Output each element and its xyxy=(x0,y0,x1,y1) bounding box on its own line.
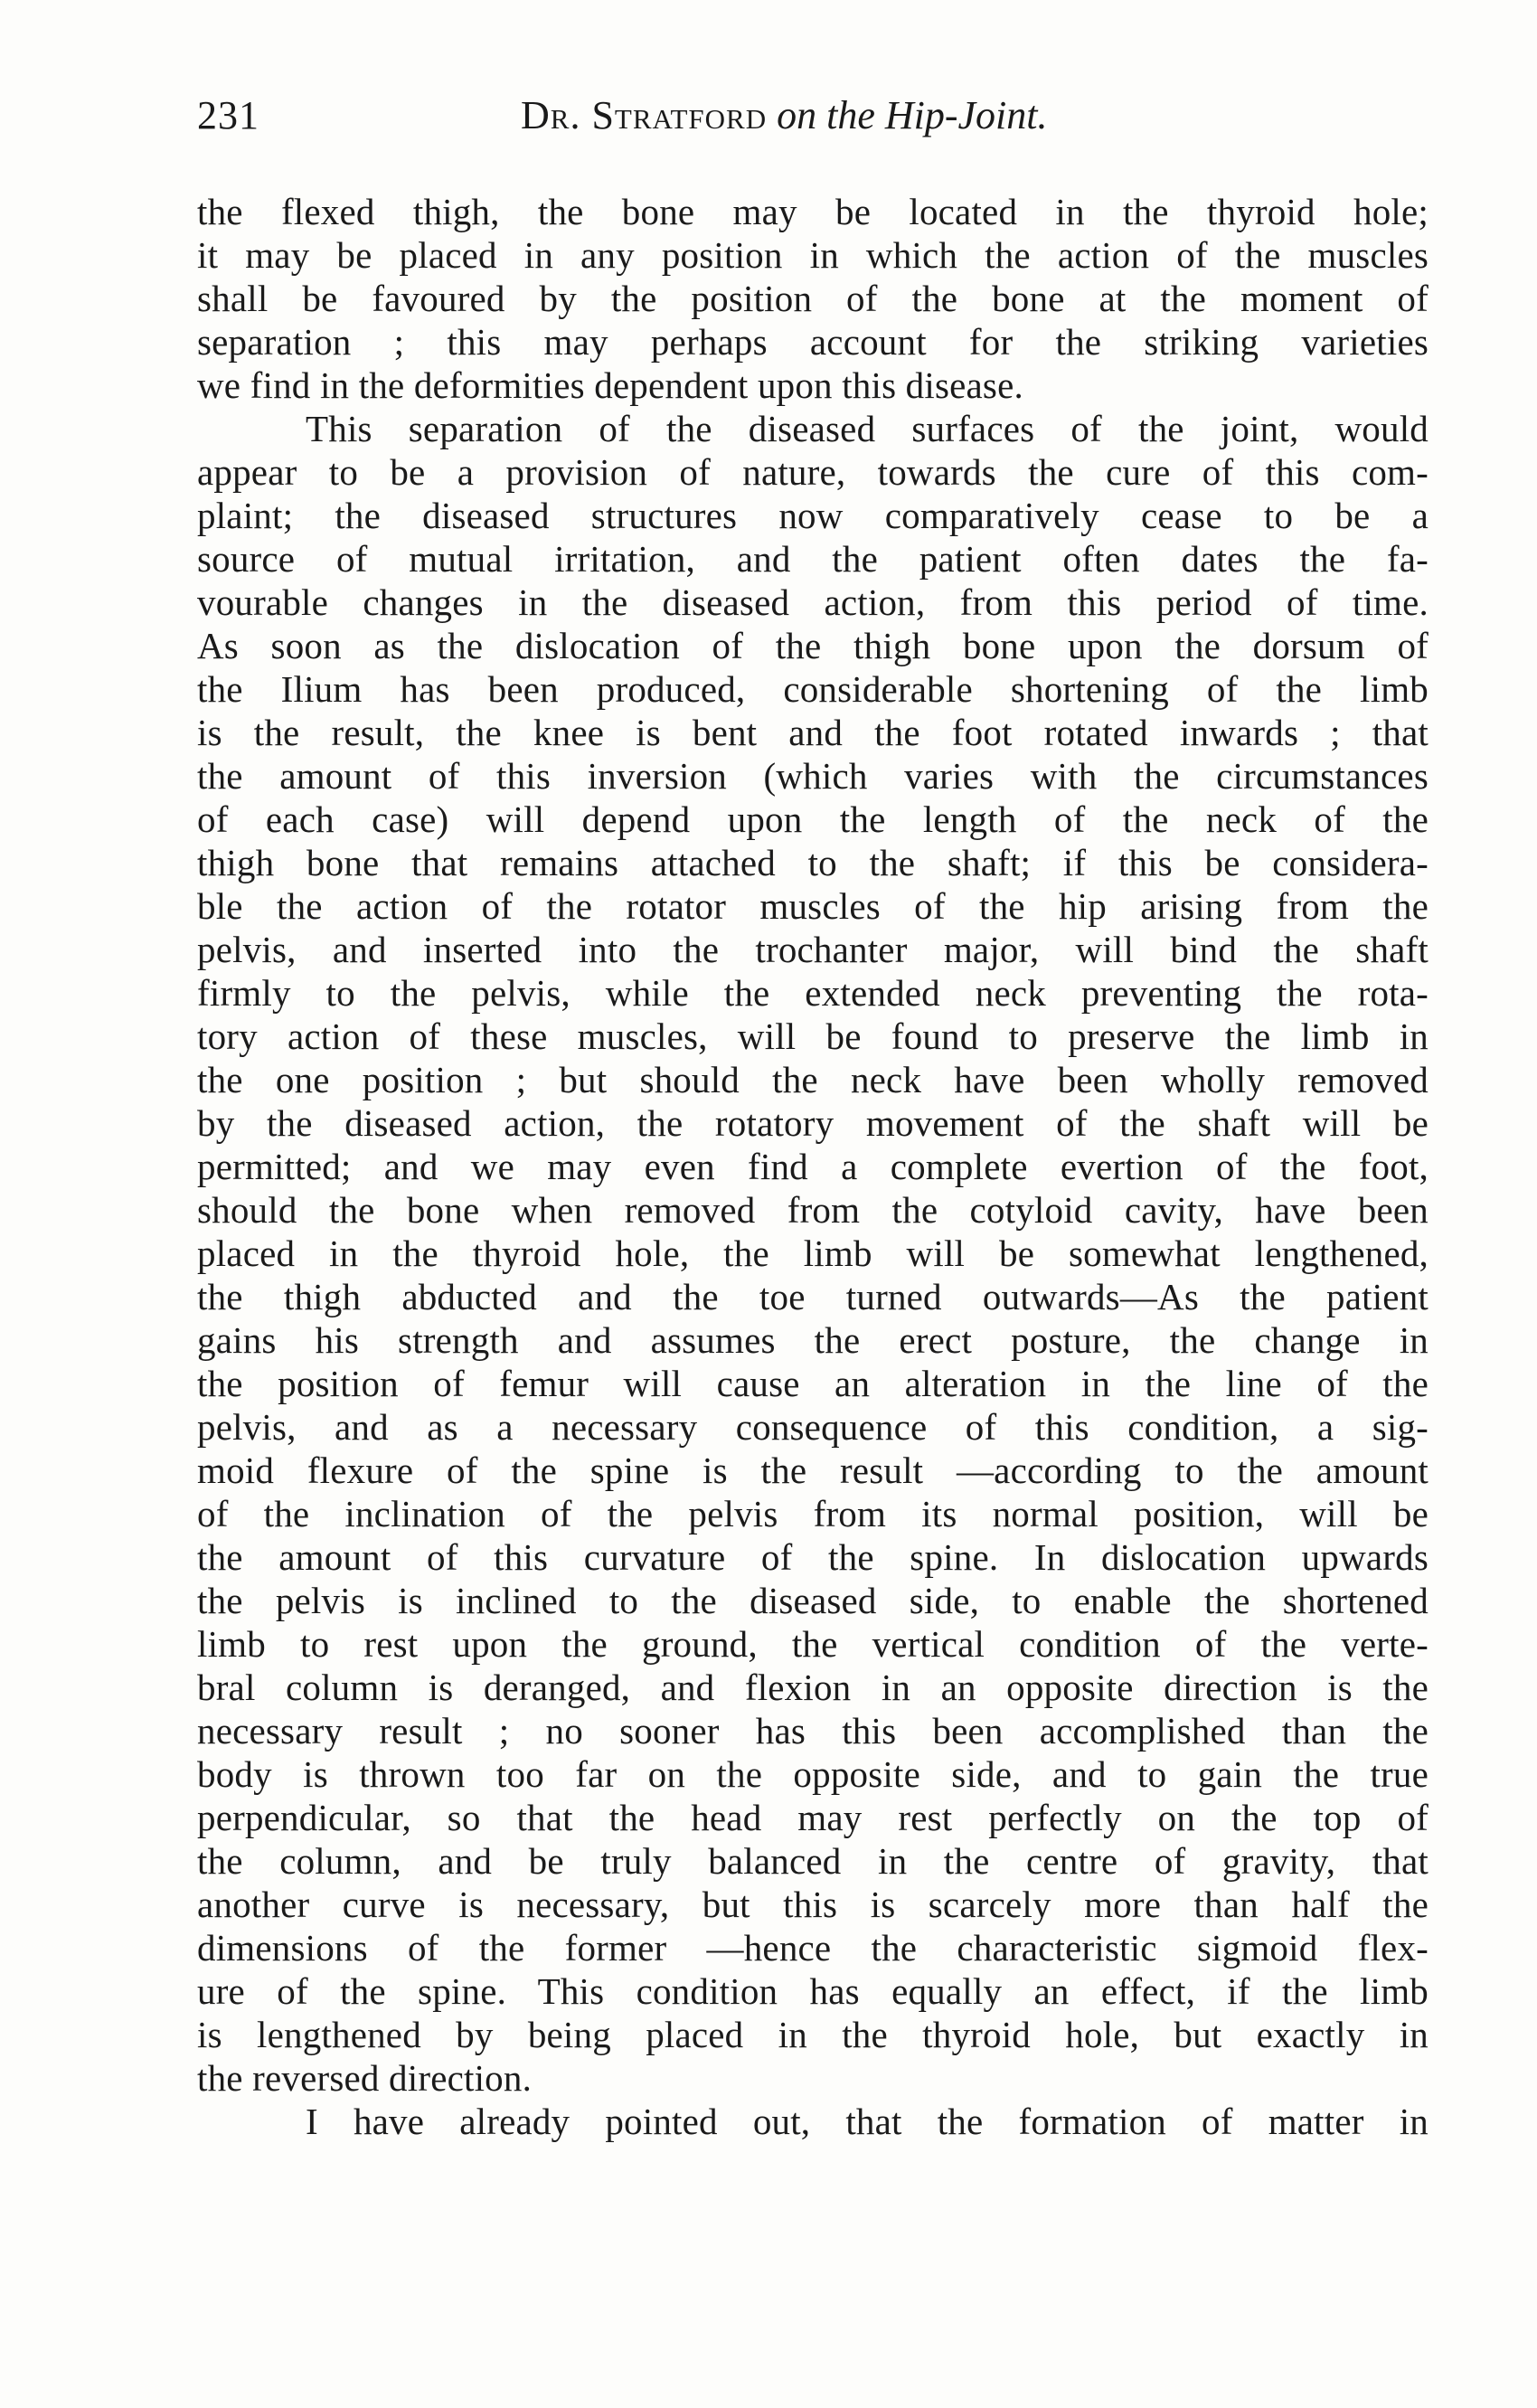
text-line: permitted; and we may even find a complete evertion of the foot, xyxy=(197,1146,1429,1187)
text-line: As soon as the dislocation of the thigh bone upon the dorsum of xyxy=(197,625,1429,666)
paragraph xyxy=(197,190,1429,407)
text-line: shall be favoured by the position of the bone at the moment of xyxy=(197,278,1429,319)
text-line: we find in the deformities dependent upon this disease. xyxy=(197,364,1023,406)
text-line: ble the action of the rotator muscles of the hip arising from the xyxy=(197,885,1429,927)
text-line: tory action of these muscles, will be found to preserve the limb in xyxy=(197,1015,1429,1057)
text-line: necessary result ; no sooner has this been accomplished than the xyxy=(197,1710,1429,1752)
text-line: the reversed direction. xyxy=(197,2057,533,2099)
text-line: thigh bone that remains attached to the shaft; if this be considera- xyxy=(197,842,1429,883)
running-title xyxy=(521,90,1048,141)
body-text xyxy=(197,190,1429,2143)
text-line: firmly to the pelvis, while the extended neck preventing the rota- xyxy=(197,972,1429,1014)
text-line: the Ilium has been produced, considerable shortening of the limb xyxy=(197,668,1429,710)
running-title-author: Dr. Stratford xyxy=(521,93,768,137)
text-line: is the result, the knee is bent and the foot rotated inwards ; that xyxy=(197,712,1429,753)
text-line: pelvis, and inserted into the trochanter major, will bind the shaft xyxy=(197,929,1429,970)
paragraph xyxy=(197,2100,1429,2143)
text-line: ure of the spine. This condition has equally an effect, if the limb xyxy=(197,1970,1429,2012)
text-line: is lengthened by being placed in the thyroid hole, but exactly in xyxy=(197,2014,1429,2055)
text-line: the one position ; but should the neck have been wholly removed xyxy=(197,1059,1429,1100)
text-line: separation ; this may perhaps account for the striking varieties xyxy=(197,321,1429,363)
running-title-subject: on the Hip-Joint. xyxy=(777,93,1048,137)
text-line: should the bone when removed from the cotyloid cavity, have been xyxy=(197,1189,1429,1231)
text-line: pelvis, and as a necessary consequence of this condition, a sig- xyxy=(197,1406,1429,1448)
text-line: of each case) will depend upon the length of the neck of the xyxy=(197,798,1429,840)
text-line: This separation of the diseased surfaces of the joint, would xyxy=(306,408,1429,449)
text-line: body is thrown too far on the opposite side, and to gain the true xyxy=(197,1753,1429,1795)
text-line: the pelvis is inclined to the diseased side, to enable the shortened xyxy=(197,1580,1429,1621)
text-line: gains his strength and assumes the erect posture, the change in xyxy=(197,1319,1429,1361)
text-line: another curve is necessary, but this is scarcely more than half the xyxy=(197,1884,1429,1925)
text-line: placed in the thyroid hole, the limb will be somewhat lengthened, xyxy=(197,1232,1429,1274)
text-line: the thigh abducted and the toe turned outwards—As the patient xyxy=(197,1276,1429,1317)
text-line: by the diseased action, the rotatory movement of the shaft will be xyxy=(197,1102,1429,1144)
text-line: of the inclination of the pelvis from its normal position, will be xyxy=(197,1493,1429,1535)
text-line: the position of femur will cause an alteration in the line of the xyxy=(197,1363,1429,1404)
text-line: moid flexure of the spine is the result —according to the amount xyxy=(197,1450,1429,1491)
text-line: source of mutual irritation, and the patient often dates the fa- xyxy=(197,538,1429,580)
text-line: bral column is deranged, and flexion in an opposite direction is the xyxy=(197,1667,1429,1708)
text-line: limb to rest upon the ground, the vertical condition of the verte- xyxy=(197,1623,1429,1665)
text-line: it may be placed in any position in which the action of the muscles xyxy=(197,234,1429,276)
text-line: dimensions of the former —hence the characteristic sigmoid flex- xyxy=(197,1927,1429,1969)
text-line: perpendicular, so that the head may rest perfectly on the top of xyxy=(197,1797,1429,1838)
running-head xyxy=(197,90,1409,145)
paragraph xyxy=(197,407,1429,2100)
text-line: vourable changes in the diseased action, from this period of time. xyxy=(197,581,1429,623)
text-line: I have already pointed out, that the formation of matter in xyxy=(306,2101,1429,2142)
text-line: the flexed thigh, the bone may be located in the thyroid hole; xyxy=(197,191,1429,232)
page-number: 231 xyxy=(197,93,259,137)
text-line: the amount of this inversion (which varies with the circumstances xyxy=(197,755,1429,797)
text-line: the column, and be truly balanced in the centre of gravity, that xyxy=(197,1840,1429,1882)
text-line: the amount of this curvature of the spine. In dislocation upwards xyxy=(197,1536,1429,1578)
text-line: appear to be a provision of nature, towards the cure of this com- xyxy=(197,451,1429,493)
text-line: plaint; the diseased structures now comparatively cease to be a xyxy=(197,495,1429,536)
